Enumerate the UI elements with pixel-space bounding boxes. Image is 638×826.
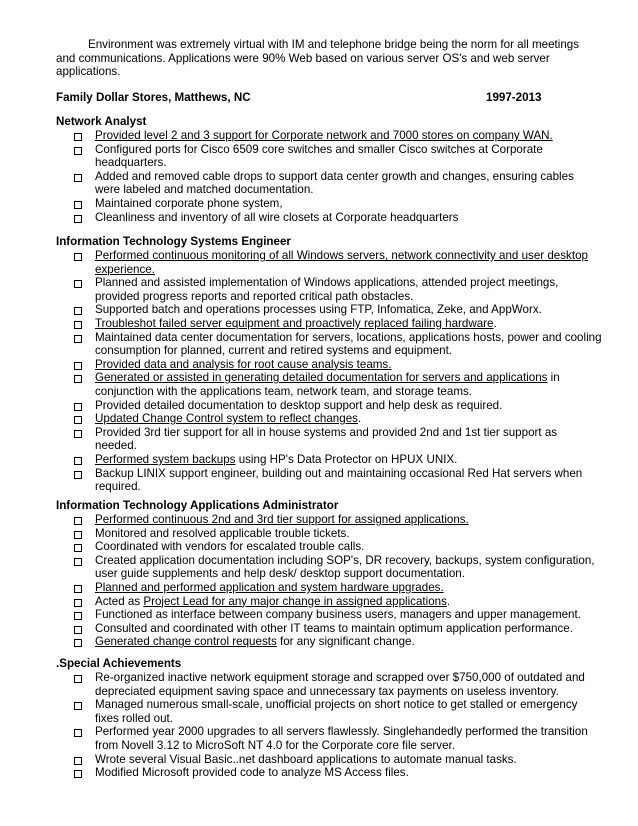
square-bullet-icon — [74, 430, 82, 438]
role-bullets — [74, 671, 602, 780]
square-bullet-icon — [74, 174, 82, 182]
bullet-underlined-text: Troubleshot failed server equipment and proactively replaced failing hardware — [95, 316, 494, 330]
bullet-item — [74, 753, 602, 767]
bullet-item — [74, 554, 602, 581]
bullet-item — [74, 581, 602, 595]
square-bullet-icon — [74, 599, 82, 607]
bullet-text: . — [357, 412, 362, 426]
bullet-item — [74, 622, 602, 636]
bullet-item — [74, 426, 602, 453]
square-bullet-icon — [74, 403, 82, 411]
square-bullet-icon — [74, 770, 82, 778]
bullet-item — [74, 331, 602, 358]
bullet-item — [74, 725, 602, 752]
bullet-item — [74, 608, 602, 622]
bullet-item — [74, 303, 602, 317]
intro-paragraph — [56, 38, 596, 79]
role-bullets — [74, 249, 602, 494]
bullet-text: Wrote several Visual Basic..net dashboard applications to automate manual tasks. — [95, 752, 517, 766]
bullet-text: Managed numerous small-scale, unofficial projects on short notice to get stalled or emergency fixes rolled out. — [95, 698, 578, 725]
bullet-text: Maintained data center documentation for servers, locations, applications hosts, power and cooling consumption for planned, current and retired systems and equipment. — [95, 330, 602, 358]
bullet-item — [74, 513, 602, 527]
square-bullet-icon — [74, 307, 82, 315]
employer-name: Family Dollar Stores, Matthews, NC — [56, 91, 251, 104]
bullet-underlined-text: Performed continuous 2nd and 3rd tier support for assigned applications. — [95, 513, 469, 526]
bullet-underlined-text: Provided level 2 and 3 support for Corporate network and 7000 stores on company WAN. — [95, 129, 553, 142]
bullet-underlined-text: Generated change control requests — [95, 635, 277, 649]
role-title-systems-engineer: Information Technology Systems Engineer — [56, 235, 291, 248]
square-bullet-icon — [74, 215, 82, 223]
bullet-underlined-text: Planned and performed application and system hardware upgrades. — [95, 580, 444, 594]
section-title-special-achievements: .Special Achievements — [56, 657, 182, 670]
role-title-network-analyst: Network Analyst — [56, 115, 147, 128]
bullet-text: Backup LINIX support engineer, building out and maintaining occasional Red Hat servers when required. — [95, 466, 583, 494]
bullet-item — [74, 698, 602, 725]
employment-years: 1997-2013 — [486, 91, 542, 104]
bullet-text: . — [446, 594, 451, 608]
role-title-applications-administrator: Information Technology Applications Administrator — [56, 499, 339, 512]
bullet-text: . — [493, 316, 497, 330]
square-bullet-icon — [74, 517, 82, 525]
square-bullet-icon — [74, 201, 82, 209]
bullet-item — [74, 358, 602, 372]
bullet-underlined-text: Generated or assisted in generating detailed documentation for servers and applications — [95, 371, 548, 385]
bullet-text: Configured ports for Cisco 6509 core switches and smaller Cisco switches at Corporate headquarters. — [95, 142, 543, 170]
bullet-text: Cleanliness and inventory of all wire closets at Corporate headquarters — [95, 210, 459, 224]
bullet-item — [74, 412, 602, 426]
bullet-item — [74, 371, 602, 398]
bullet-text: Planned and assisted implementation of Windows applications, attended project meetings, provided progress reports and reported critical path obstacles. — [95, 276, 559, 303]
square-bullet-icon — [74, 544, 82, 552]
bullet-item — [74, 671, 602, 698]
square-bullet-icon — [74, 531, 82, 539]
bullet-text: Supported batch and operations processes using FTP, Infomatica, Zeke, and AppWorx. — [95, 303, 542, 317]
bullet-text: Added and removed cable drops to support data center growth and changes, ensuring cables were labeled and matched documentation. — [95, 169, 574, 197]
square-bullet-icon — [74, 675, 82, 683]
square-bullet-icon — [74, 147, 82, 155]
square-bullet-icon — [74, 471, 82, 479]
bullet-item — [74, 143, 602, 170]
square-bullet-icon — [74, 558, 82, 566]
role-bullets — [74, 129, 602, 224]
bullet-item — [74, 595, 602, 609]
square-bullet-icon — [74, 626, 82, 634]
bullet-underlined-text: Provided data and analysis for root cause analysis teams. — [95, 357, 392, 371]
square-bullet-icon — [74, 321, 82, 329]
square-bullet-icon — [74, 362, 82, 370]
bullet-item — [74, 249, 602, 276]
bullet-text: Coordinated with vendors for escalated trouble calls. — [95, 540, 365, 554]
bullet-text: Functioned as interface between company business users, managers and upper management. — [95, 608, 581, 622]
bullet-text: Provided detailed documentation to desktop support and help desk as required. — [95, 398, 503, 412]
bullet-text: Provided 3rd tier support for all in house systems and provided 2nd and 1st tier support as needed. — [95, 425, 558, 453]
square-bullet-icon — [74, 585, 82, 593]
bullet-text: in conjunction with the applications team, network team, and storage teams. — [95, 371, 560, 398]
bullet-item — [74, 211, 602, 225]
bullet-item — [74, 317, 602, 331]
intro-line: applications. — [56, 65, 121, 79]
square-bullet-icon — [74, 253, 82, 261]
bullet-item — [74, 129, 602, 143]
bullet-underlined-text: Project Lead for any major change in assigned applications — [143, 594, 447, 608]
intro-line: and communications. Applications were 90% Web based on various server OS's and web server — [56, 51, 550, 65]
square-bullet-icon — [74, 335, 82, 343]
bullet-item — [74, 399, 602, 413]
role-bullets — [74, 513, 602, 649]
bullet-item — [74, 467, 602, 494]
bullet-item — [74, 453, 602, 467]
bullet-item — [74, 766, 602, 780]
bullet-underlined-text: Performed system backups — [95, 452, 236, 466]
bullet-text: Re-organized inactive network equipment storage and scrapped over $750,000 of outdated and depreciated equipment saving space and unnecessary tax payments on useless inventory. — [95, 671, 585, 698]
square-bullet-icon — [74, 612, 82, 620]
bullet-text: Created application documentation including SOP's, DR recovery, backups, system configuration, user guide supplements and help desk/ desktop support documentation. — [95, 553, 595, 581]
square-bullet-icon — [74, 457, 82, 465]
bullet-underlined-text: Updated Change Control system to reflect changes — [95, 412, 358, 426]
bullet-text: Monitored and resolved applicable trouble tickets. — [95, 526, 350, 540]
bullet-text: for any significant change. — [276, 635, 415, 649]
bullet-item — [74, 170, 602, 197]
bullet-item — [74, 540, 602, 554]
bullet-text: using HP's Data Protector on HPUX UNIX. — [235, 452, 458, 466]
square-bullet-icon — [74, 375, 82, 383]
bullet-text: Performed year 2000 upgrades to all servers flawlessly. Singlehandedly performed the transition from Novell 3.12 to MicroSoft NT 4.0 for the Corporate core file server. — [95, 725, 588, 752]
square-bullet-icon — [74, 729, 82, 737]
intro-line: Environment was extremely virtual with IM and telephone bridge being the norm for all meetings — [88, 38, 580, 51]
bullet-item — [74, 276, 602, 303]
square-bullet-icon — [74, 280, 82, 288]
bullet-text: Modified Microsoft provided code to analyze MS Access files. — [95, 766, 409, 780]
square-bullet-icon — [74, 133, 82, 141]
bullet-text: Consulted and coordinated with other IT teams to maintain optimum application performance. — [95, 621, 573, 635]
bullet-item — [74, 635, 602, 649]
bullet-item — [74, 197, 602, 211]
square-bullet-icon — [74, 416, 82, 424]
bullet-text: Maintained corporate phone system, — [95, 196, 283, 210]
bullet-underlined-text: Performed continuous monitoring of all Windows servers, network connectivity and user desktop experience. — [95, 249, 588, 276]
bullet-item — [74, 527, 602, 541]
square-bullet-icon — [74, 702, 82, 710]
bullet-text: Acted as — [95, 594, 144, 608]
square-bullet-icon — [74, 757, 82, 765]
square-bullet-icon — [74, 639, 82, 647]
